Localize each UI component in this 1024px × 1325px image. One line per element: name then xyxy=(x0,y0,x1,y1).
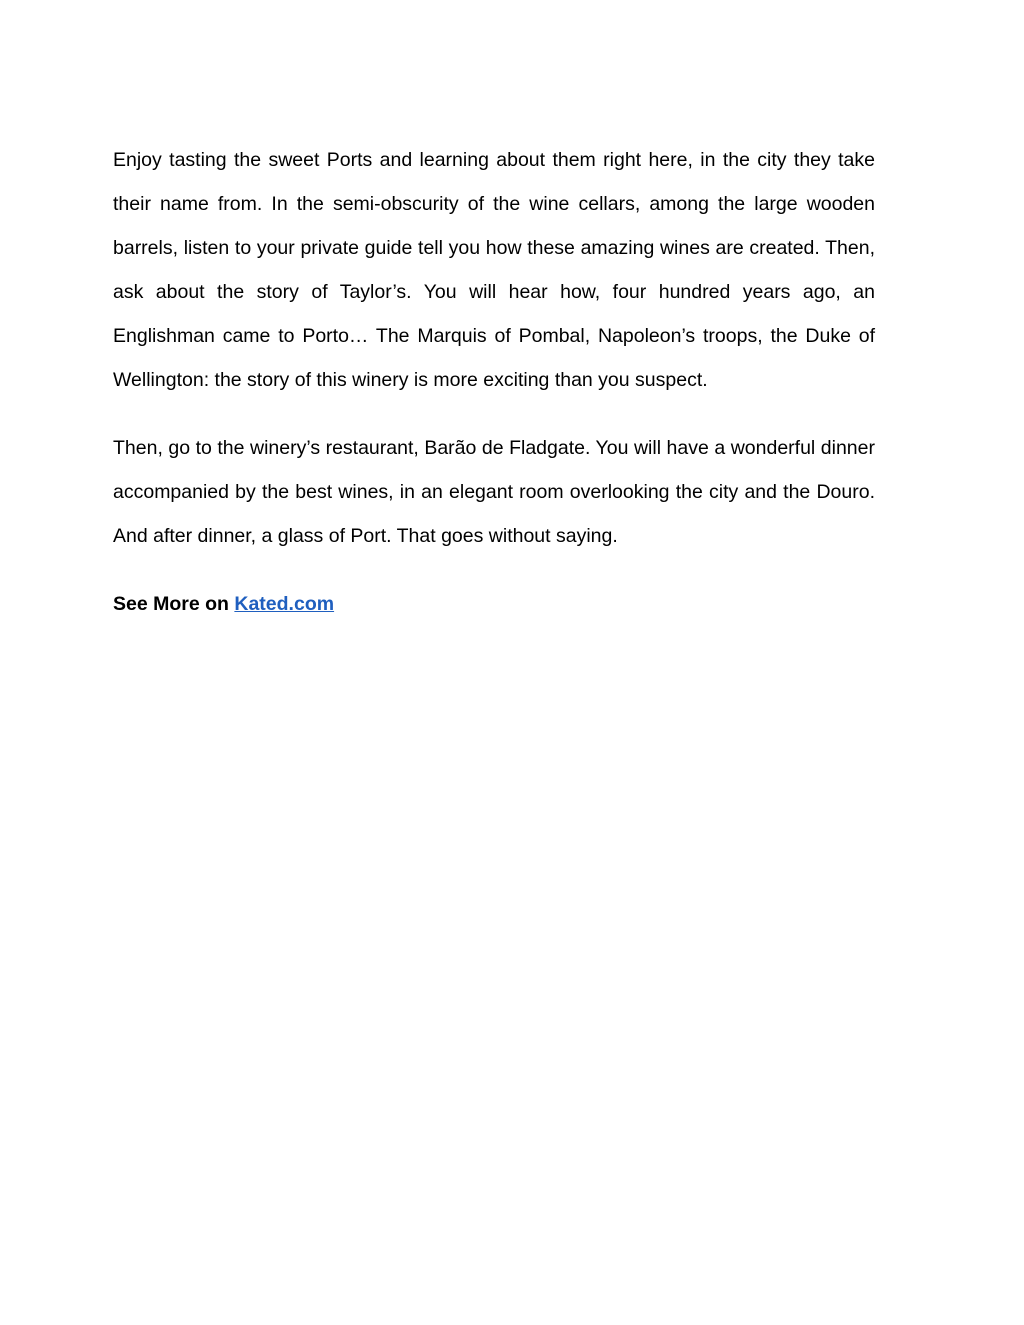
see-more-line xyxy=(113,582,875,626)
document-body xyxy=(113,138,875,626)
paragraph-port-tasting: Enjoy tasting the sweet Ports and learning about them right here, in the city they take their name from. In the semi-obscurity of the wine cellars, among the large wooden barrels, listen to your private guide tell you how these amazing wines are created. Then, ask about the story of Taylor’s. You will hear how, four hundred years ago, an Englishman came to Porto… The Marquis of Pombal, Napoleon’s troops, the Duke of Wellington: the story of this winery is more exciting than you suspect. xyxy=(113,149,875,391)
see-more-label: See More on xyxy=(113,593,235,615)
kated-link[interactable]: Kated.com xyxy=(234,593,335,615)
paragraph-restaurant: Then, go to the winery’s restaurant, Barão de Fladgate. You will have a wonderful dinner accompanied by the best wines, in an elegant room overlooking the city and the Douro. And after dinner, a glass of Port. That goes without saying. xyxy=(113,437,875,547)
